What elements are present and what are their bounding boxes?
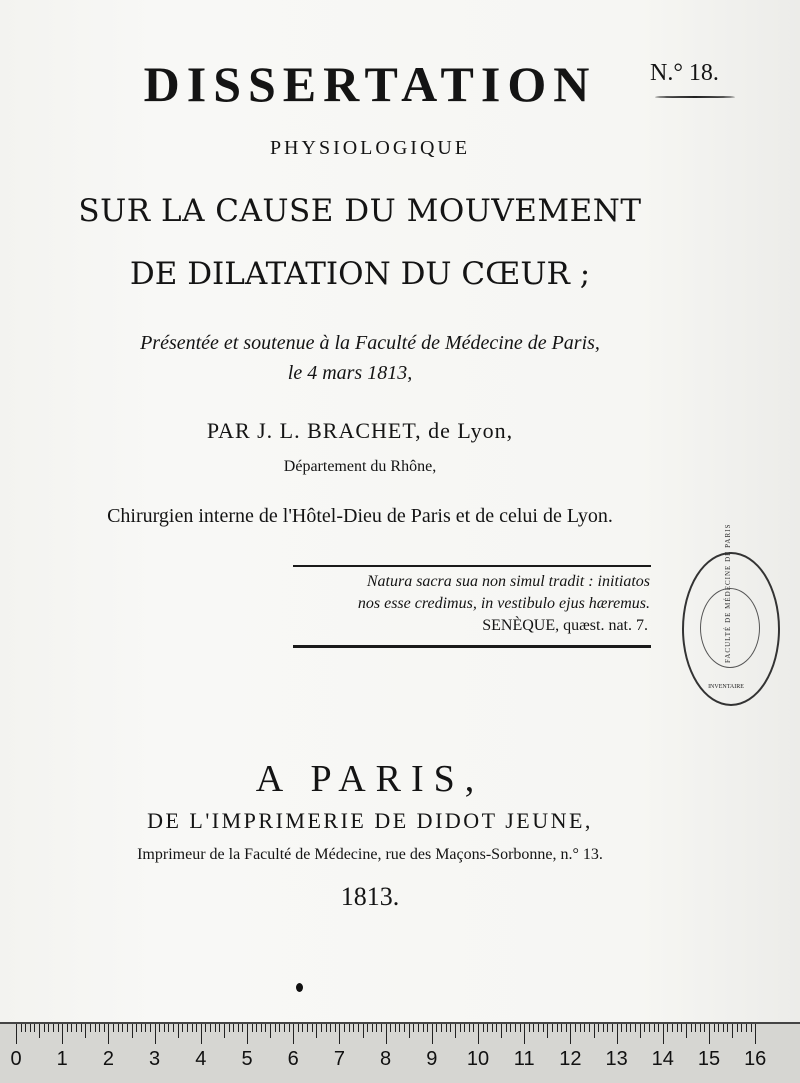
- ruler-tick: [714, 1024, 715, 1032]
- ruler-tick: [90, 1024, 91, 1032]
- ruler-tick: [644, 1024, 645, 1032]
- ruler-number: 14: [651, 1048, 674, 1070]
- ruler-tick: [677, 1024, 678, 1032]
- title-line-4: DE DILATATION DU CŒUR ;: [129, 256, 591, 292]
- ruler-tick: [145, 1024, 146, 1032]
- ruler-tick: [630, 1024, 631, 1032]
- ruler-tick: [607, 1024, 608, 1032]
- ruler-tick: [229, 1024, 230, 1032]
- ruler-tick: [626, 1024, 627, 1032]
- ruler-tick: [635, 1024, 636, 1032]
- ruler-tick: [487, 1024, 488, 1032]
- ruler-tick: [201, 1024, 202, 1044]
- ruler-tick: [39, 1024, 40, 1038]
- ruler-number: 5: [241, 1048, 253, 1070]
- ruler-tick: [496, 1024, 497, 1032]
- ruler-tick: [741, 1024, 742, 1032]
- place: A PARIS,: [255, 758, 485, 800]
- ruler-tick: [192, 1024, 193, 1032]
- ruler-number: 13: [605, 1048, 628, 1070]
- ruler-number: 3: [149, 1048, 161, 1070]
- ruler-tick: [182, 1024, 183, 1032]
- ruler-number: 12: [559, 1048, 582, 1070]
- ruler-number: 4: [195, 1048, 207, 1070]
- ruler-tick: [238, 1024, 239, 1032]
- ruler-tick: [150, 1024, 151, 1032]
- ruler-tick: [372, 1024, 373, 1032]
- ruler-tick: [658, 1024, 659, 1032]
- ruler-tick: [349, 1024, 350, 1032]
- ruler-tick: [520, 1024, 521, 1032]
- ruler-tick: [515, 1024, 516, 1032]
- ruler-tick: [196, 1024, 197, 1032]
- ruler-tick: [455, 1024, 456, 1038]
- ruler-tick: [187, 1024, 188, 1032]
- ruler-tick: [399, 1024, 400, 1032]
- ruler-tick: [321, 1024, 322, 1032]
- ruler-tick: [570, 1024, 571, 1044]
- ruler-tick: [395, 1024, 396, 1032]
- ruler-number: 7: [333, 1048, 345, 1070]
- ruler-tick: [538, 1024, 539, 1032]
- presented-line-1: Présentée et soutenue à la Faculté de Médecine de Paris,: [140, 332, 600, 354]
- ruler-tick: [533, 1024, 534, 1032]
- epigraph-line-2: nos esse credimus, in vestibulo ejus hæremus.: [357, 595, 650, 612]
- author-position: Chirurgien interne de l'Hôtel-Dieu de Paris et de celui de Lyon.: [107, 505, 613, 527]
- ruler-tick: [265, 1024, 266, 1032]
- ruler-tick: [469, 1024, 470, 1032]
- ruler-tick: [16, 1024, 17, 1044]
- ruler-tick: [640, 1024, 641, 1038]
- ruler-tick: [381, 1024, 382, 1032]
- ruler-tick: [289, 1024, 290, 1032]
- ruler-tick: [99, 1024, 100, 1032]
- ruler-tick: [598, 1024, 599, 1032]
- ruler-tick: [95, 1024, 96, 1032]
- ruler-tick: [353, 1024, 354, 1032]
- ruler-tick: [21, 1024, 22, 1032]
- ruler-tick: [732, 1024, 733, 1038]
- ruler-tick: [510, 1024, 511, 1032]
- ruler-tick: [654, 1024, 655, 1032]
- ruler-number: 10: [466, 1048, 490, 1070]
- ruler-tick: [326, 1024, 327, 1032]
- ruler-tick: [205, 1024, 206, 1032]
- ink-dot: [296, 983, 303, 992]
- ruler-tick: [529, 1024, 530, 1032]
- stamp-text: FACULTÉ DE MÉDECINE DE PARIS: [724, 523, 732, 663]
- ruler-tick: [118, 1024, 119, 1032]
- ruler-tick: [704, 1024, 705, 1032]
- ruler-tick: [85, 1024, 86, 1038]
- ruler-tick: [367, 1024, 368, 1032]
- ruler-tick: [127, 1024, 128, 1032]
- ruler-tick: [132, 1024, 133, 1038]
- ruler-tick: [695, 1024, 696, 1032]
- ruler-tick: [473, 1024, 474, 1032]
- subtitle: PHYSIOLOGIQUE: [269, 137, 471, 159]
- ruler-tick: [293, 1024, 294, 1044]
- ruler-tick: [261, 1024, 262, 1032]
- ruler-number: 6: [287, 1048, 299, 1070]
- ruler-tick: [30, 1024, 31, 1032]
- ruler-tick: [159, 1024, 160, 1032]
- ruler-tick: [302, 1024, 303, 1032]
- ruler-tick: [617, 1024, 618, 1044]
- ruler-tick: [256, 1024, 257, 1032]
- ruler-tick: [316, 1024, 317, 1038]
- ruler-tick: [436, 1024, 437, 1032]
- ruler-tick: [672, 1024, 673, 1032]
- ruler-tick: [524, 1024, 525, 1044]
- ruler-number: 11: [513, 1048, 535, 1070]
- ruler-tick: [104, 1024, 105, 1032]
- ruler-tick: [215, 1024, 216, 1032]
- ruler-tick: [580, 1024, 581, 1032]
- ruler-tick: [575, 1024, 576, 1032]
- title: DISSERTATION: [143, 56, 597, 112]
- ruler-tick: [58, 1024, 59, 1032]
- ruler-tick: [547, 1024, 548, 1038]
- ruler-tick: [363, 1024, 364, 1038]
- ruler-tick: [312, 1024, 313, 1032]
- ruler-tick: [566, 1024, 567, 1032]
- ruler-tick: [62, 1024, 63, 1044]
- ruler-tick: [113, 1024, 114, 1032]
- ruler-tick: [76, 1024, 77, 1032]
- ruler-tick: [136, 1024, 137, 1032]
- year: 1813.: [340, 882, 400, 911]
- ruler-tick: [737, 1024, 738, 1032]
- epigraph-top-rule: [293, 565, 651, 567]
- ruler-tick: [418, 1024, 419, 1032]
- ruler-tick: [751, 1024, 752, 1032]
- ruler-tick: [557, 1024, 558, 1032]
- ruler-tick: [483, 1024, 484, 1032]
- printer-detail: Imprimeur de la Faculté de Médecine, rue des Maçons-Sorbonne, n.° 13.: [137, 846, 603, 863]
- presented-line-2: le 4 mars 1813,: [287, 362, 413, 384]
- ruler-tick: [589, 1024, 590, 1032]
- ruler-tick: [330, 1024, 331, 1032]
- ruler-tick: [298, 1024, 299, 1032]
- ruler-tick: [67, 1024, 68, 1032]
- ruler-tick: [478, 1024, 479, 1044]
- title-line-3: SUR LA CAUSE DU MOUVEMENT: [78, 193, 642, 229]
- ruler-tick: [727, 1024, 728, 1032]
- ruler-tick: [460, 1024, 461, 1032]
- ruler-tick: [621, 1024, 622, 1032]
- ruler-tick: [501, 1024, 502, 1038]
- epigraph-line-1: Natura sacra sua non simul tradit : initiatos: [366, 573, 650, 590]
- ruler-tick: [543, 1024, 544, 1032]
- ruler-tick: [427, 1024, 428, 1032]
- ruler-tick: [168, 1024, 169, 1032]
- ruler-tick: [506, 1024, 507, 1032]
- ruler-tick: [25, 1024, 26, 1032]
- ruler-tick: [409, 1024, 410, 1038]
- ruler-tick: [492, 1024, 493, 1032]
- ruler-tick: [404, 1024, 405, 1032]
- ruler-tick: [464, 1024, 465, 1032]
- ruler-tick: [413, 1024, 414, 1032]
- printer: DE L'IMPRIMERIE DE DIDOT JEUNE,: [147, 808, 593, 833]
- ruler-tick: [233, 1024, 234, 1032]
- ruler-tick: [663, 1024, 664, 1044]
- ruler-tick: [275, 1024, 276, 1032]
- ruler-tick: [594, 1024, 595, 1038]
- ruler-tick: [339, 1024, 340, 1044]
- stamp-bottom-text: INVENTAIRE: [708, 684, 744, 690]
- ruler-tick: [450, 1024, 451, 1032]
- ruler-tick: [242, 1024, 243, 1032]
- ruler-tick: [219, 1024, 220, 1032]
- ruler-tick: [746, 1024, 747, 1032]
- ruler-tick: [386, 1024, 387, 1044]
- ruler-tick: [252, 1024, 253, 1032]
- ruler-tick: [155, 1024, 156, 1044]
- ruler-tick: [700, 1024, 701, 1032]
- ruler-tick: [691, 1024, 692, 1032]
- ruler-tick: [423, 1024, 424, 1032]
- ruler-tick: [164, 1024, 165, 1032]
- ruler-tick: [141, 1024, 142, 1032]
- ruler-tick: [686, 1024, 687, 1038]
- ruler-tick: [432, 1024, 433, 1044]
- ruler-tick: [173, 1024, 174, 1032]
- ruler-tick: [344, 1024, 345, 1032]
- ruler-tick: [178, 1024, 179, 1038]
- measuring-ruler: [0, 1022, 800, 1083]
- ruler-tick: [552, 1024, 553, 1032]
- ruler-number: 1: [56, 1048, 68, 1070]
- ruler-tick: [755, 1024, 756, 1044]
- ruler-tick: [446, 1024, 447, 1032]
- ruler-tick: [34, 1024, 35, 1032]
- ruler-number: 16: [744, 1048, 767, 1070]
- ruler-tick: [561, 1024, 562, 1032]
- ruler-tick: [279, 1024, 280, 1032]
- ruler-tick: [612, 1024, 613, 1032]
- ruler-tick: [44, 1024, 45, 1032]
- ruler-tick: [270, 1024, 271, 1038]
- ruler-tick: [667, 1024, 668, 1032]
- number-label: N.° 18.: [650, 60, 719, 86]
- ruler-tick: [358, 1024, 359, 1032]
- ruler-tick: [584, 1024, 585, 1032]
- ruler-tick: [603, 1024, 604, 1032]
- ruler-tick: [108, 1024, 109, 1044]
- epigraph-bottom-rule: [293, 645, 651, 648]
- ruler-tick: [718, 1024, 719, 1032]
- epigraph-source: SENÈQUE, quæst. nat. 7.: [482, 617, 648, 634]
- ruler-tick: [247, 1024, 248, 1044]
- ruler-tick: [284, 1024, 285, 1032]
- ruler-tick: [307, 1024, 308, 1032]
- ruler-tick: [681, 1024, 682, 1032]
- ruler-tick: [81, 1024, 82, 1032]
- ruler-tick: [376, 1024, 377, 1032]
- ruler-tick: [335, 1024, 336, 1032]
- ruler-tick: [441, 1024, 442, 1032]
- ruler-number: 15: [697, 1048, 721, 1070]
- department: Département du Rhône,: [283, 458, 437, 475]
- ruler-number: 8: [380, 1048, 392, 1070]
- ruler-tick: [649, 1024, 650, 1032]
- ruler-tick: [224, 1024, 225, 1038]
- number-underline: [655, 96, 735, 98]
- ruler-tick: [122, 1024, 123, 1032]
- ruler-tick: [53, 1024, 54, 1032]
- ruler-tick: [71, 1024, 72, 1032]
- author-line: PAR J. L. BRACHET, de Lyon,: [206, 418, 514, 443]
- ruler-number: 2: [102, 1048, 114, 1070]
- ruler-tick: [48, 1024, 49, 1032]
- ruler-tick: [390, 1024, 391, 1032]
- ruler-number: 9: [426, 1048, 438, 1070]
- ruler-tick: [210, 1024, 211, 1032]
- ruler-tick: [723, 1024, 724, 1032]
- ruler-tick: [709, 1024, 710, 1044]
- ruler-number: 0: [10, 1048, 22, 1070]
